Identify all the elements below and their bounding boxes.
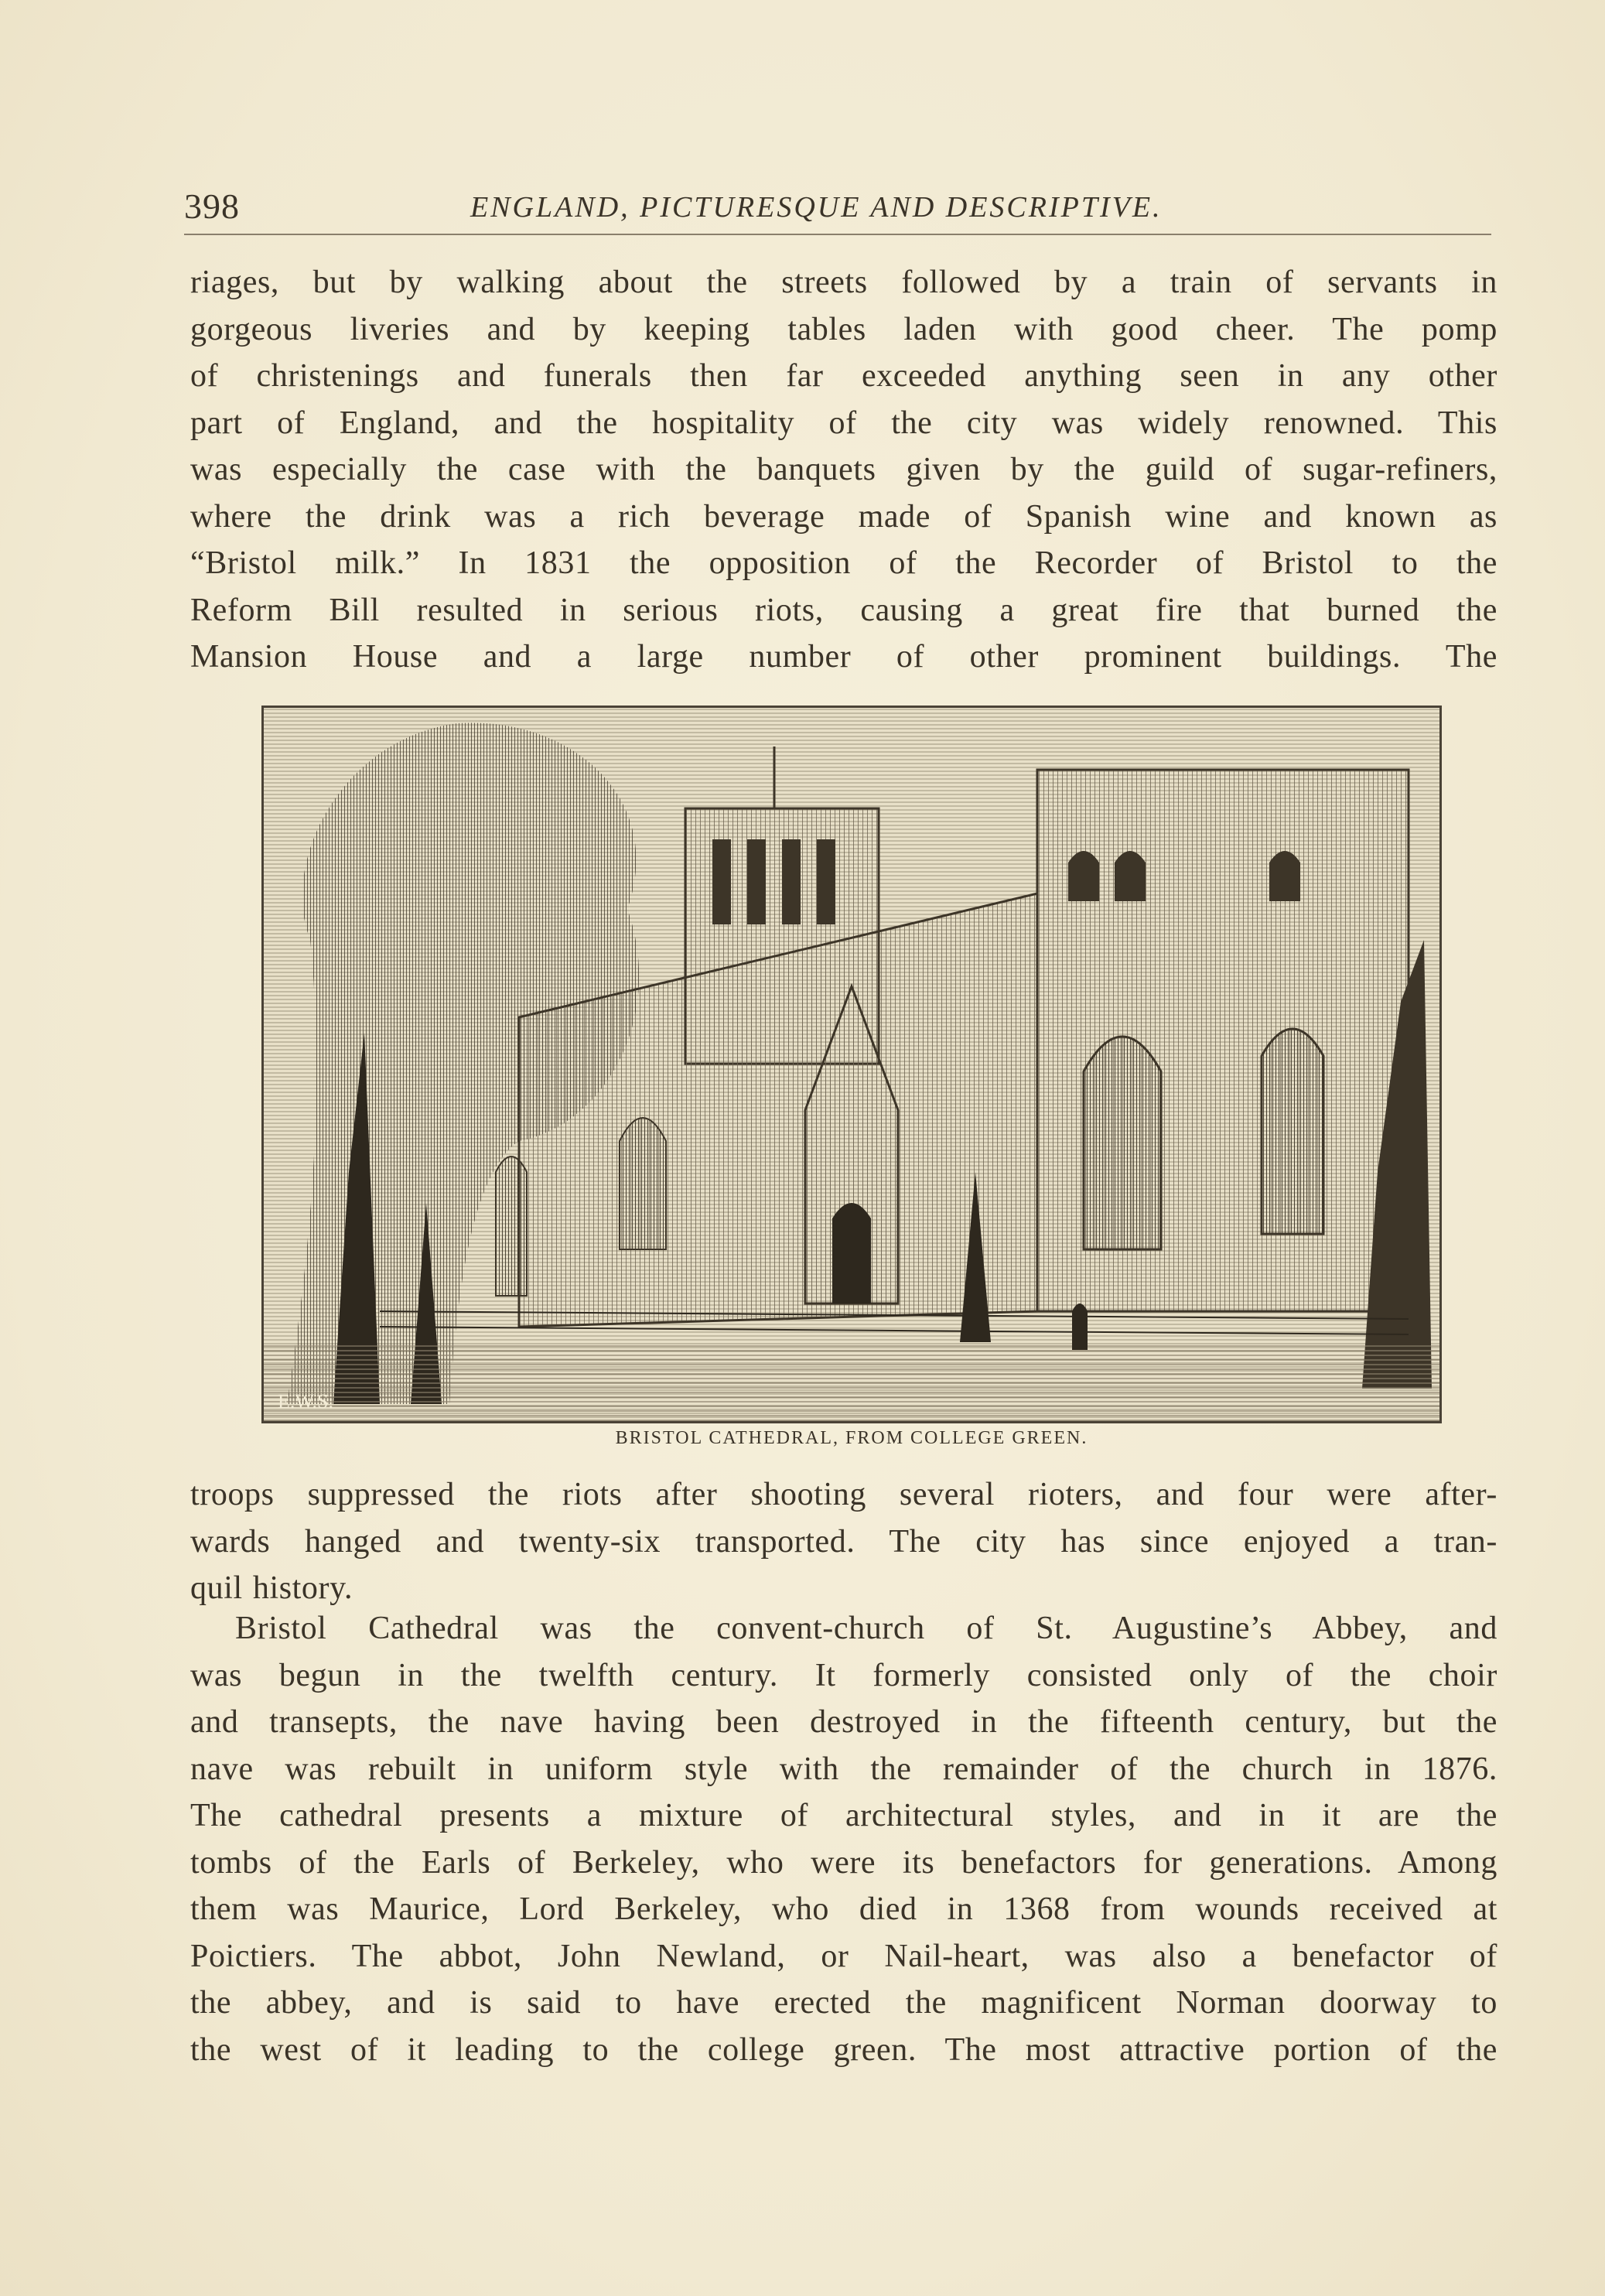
text-line: was begun in the twelfth century. It formerly consisted only of the choir xyxy=(190,1657,1497,1693)
text-line: nave was rebuilt in uniform style with the remainder of the church in 1876. xyxy=(190,1751,1497,1787)
figure-caption: BRISTOL CATHEDRAL, FROM COLLEGE GREEN. xyxy=(615,1428,1088,1448)
cathedral-engraving xyxy=(264,708,1439,1421)
text-line: Reform Bill resulted in serious riots, causing a great fire that burned the xyxy=(190,592,1497,628)
paragraph-continuation xyxy=(190,259,1497,681)
text-line: gorgeous liveries and by keeping tables laden with good cheer. The pomp xyxy=(190,311,1497,347)
artist-signature: E.W.S. xyxy=(278,1390,333,1413)
text-line: the west of it leading to the college green. The most attractive portion of the xyxy=(190,2031,1497,2068)
text-line: quil history. xyxy=(190,1570,353,1606)
text-line: them was Maurice, Lord Berkeley, who died in 1368 from wounds received at xyxy=(190,1891,1497,1927)
text-line: tombs of the Earls of Berkeley, who were its benefactors for generations. Among xyxy=(190,1844,1497,1881)
text-line: the abbey, and is said to have erected the magnificent Norman doorway to xyxy=(190,1985,1497,2021)
text-line: Mansion House and a large number of other prominent buildings. The xyxy=(190,639,1497,675)
page-number: 398 xyxy=(184,186,240,226)
text-line: troops suppressed the riots after shooting several rioters, and four were after- xyxy=(190,1477,1497,1512)
text-line: of christenings and funerals then far exceeded anything seen in any other xyxy=(190,358,1497,394)
text-line: where the drink was a rich beverage made of Spanish wine and known as xyxy=(190,498,1497,535)
text-line: “Bristol milk.” In 1831 the opposition of the Recorder of Bristol to the xyxy=(190,545,1497,581)
text-line: Poictiers. The abbot, John Newland, or Nail-heart, was also a benefactor of xyxy=(190,1938,1497,1974)
text-line: The cathedral presents a mixture of architectural styles, and in it are the xyxy=(190,1798,1497,1833)
text-line: and transepts, the nave having been destroyed in the fifteenth century, but the xyxy=(190,1704,1497,1740)
text-line: part of England, and the hospitality of the city was widely renowned. This xyxy=(190,405,1497,441)
text-line: riages, but by walking about the streets followed by a train of servants in xyxy=(190,265,1497,300)
header-rule xyxy=(184,234,1491,235)
paragraph-after-figure xyxy=(190,1471,1497,1612)
paragraph-bristol-cathedral xyxy=(190,1605,1497,2073)
text-line: was especially the case with the banquets given by the guild of sugar-refiners, xyxy=(190,452,1497,487)
text-line: Bristol Cathedral was the convent-church of St. Augustine’s Abbey, and xyxy=(235,1611,1497,1646)
text-line: wards hanged and twenty-six transported. The city has since enjoyed a tran- xyxy=(190,1523,1497,1560)
engraving-illustration xyxy=(261,706,1442,1423)
page-header xyxy=(184,186,1491,232)
running-title: ENGLAND, PICTURESQUE AND DESCRIPTIVE. xyxy=(470,191,1163,224)
